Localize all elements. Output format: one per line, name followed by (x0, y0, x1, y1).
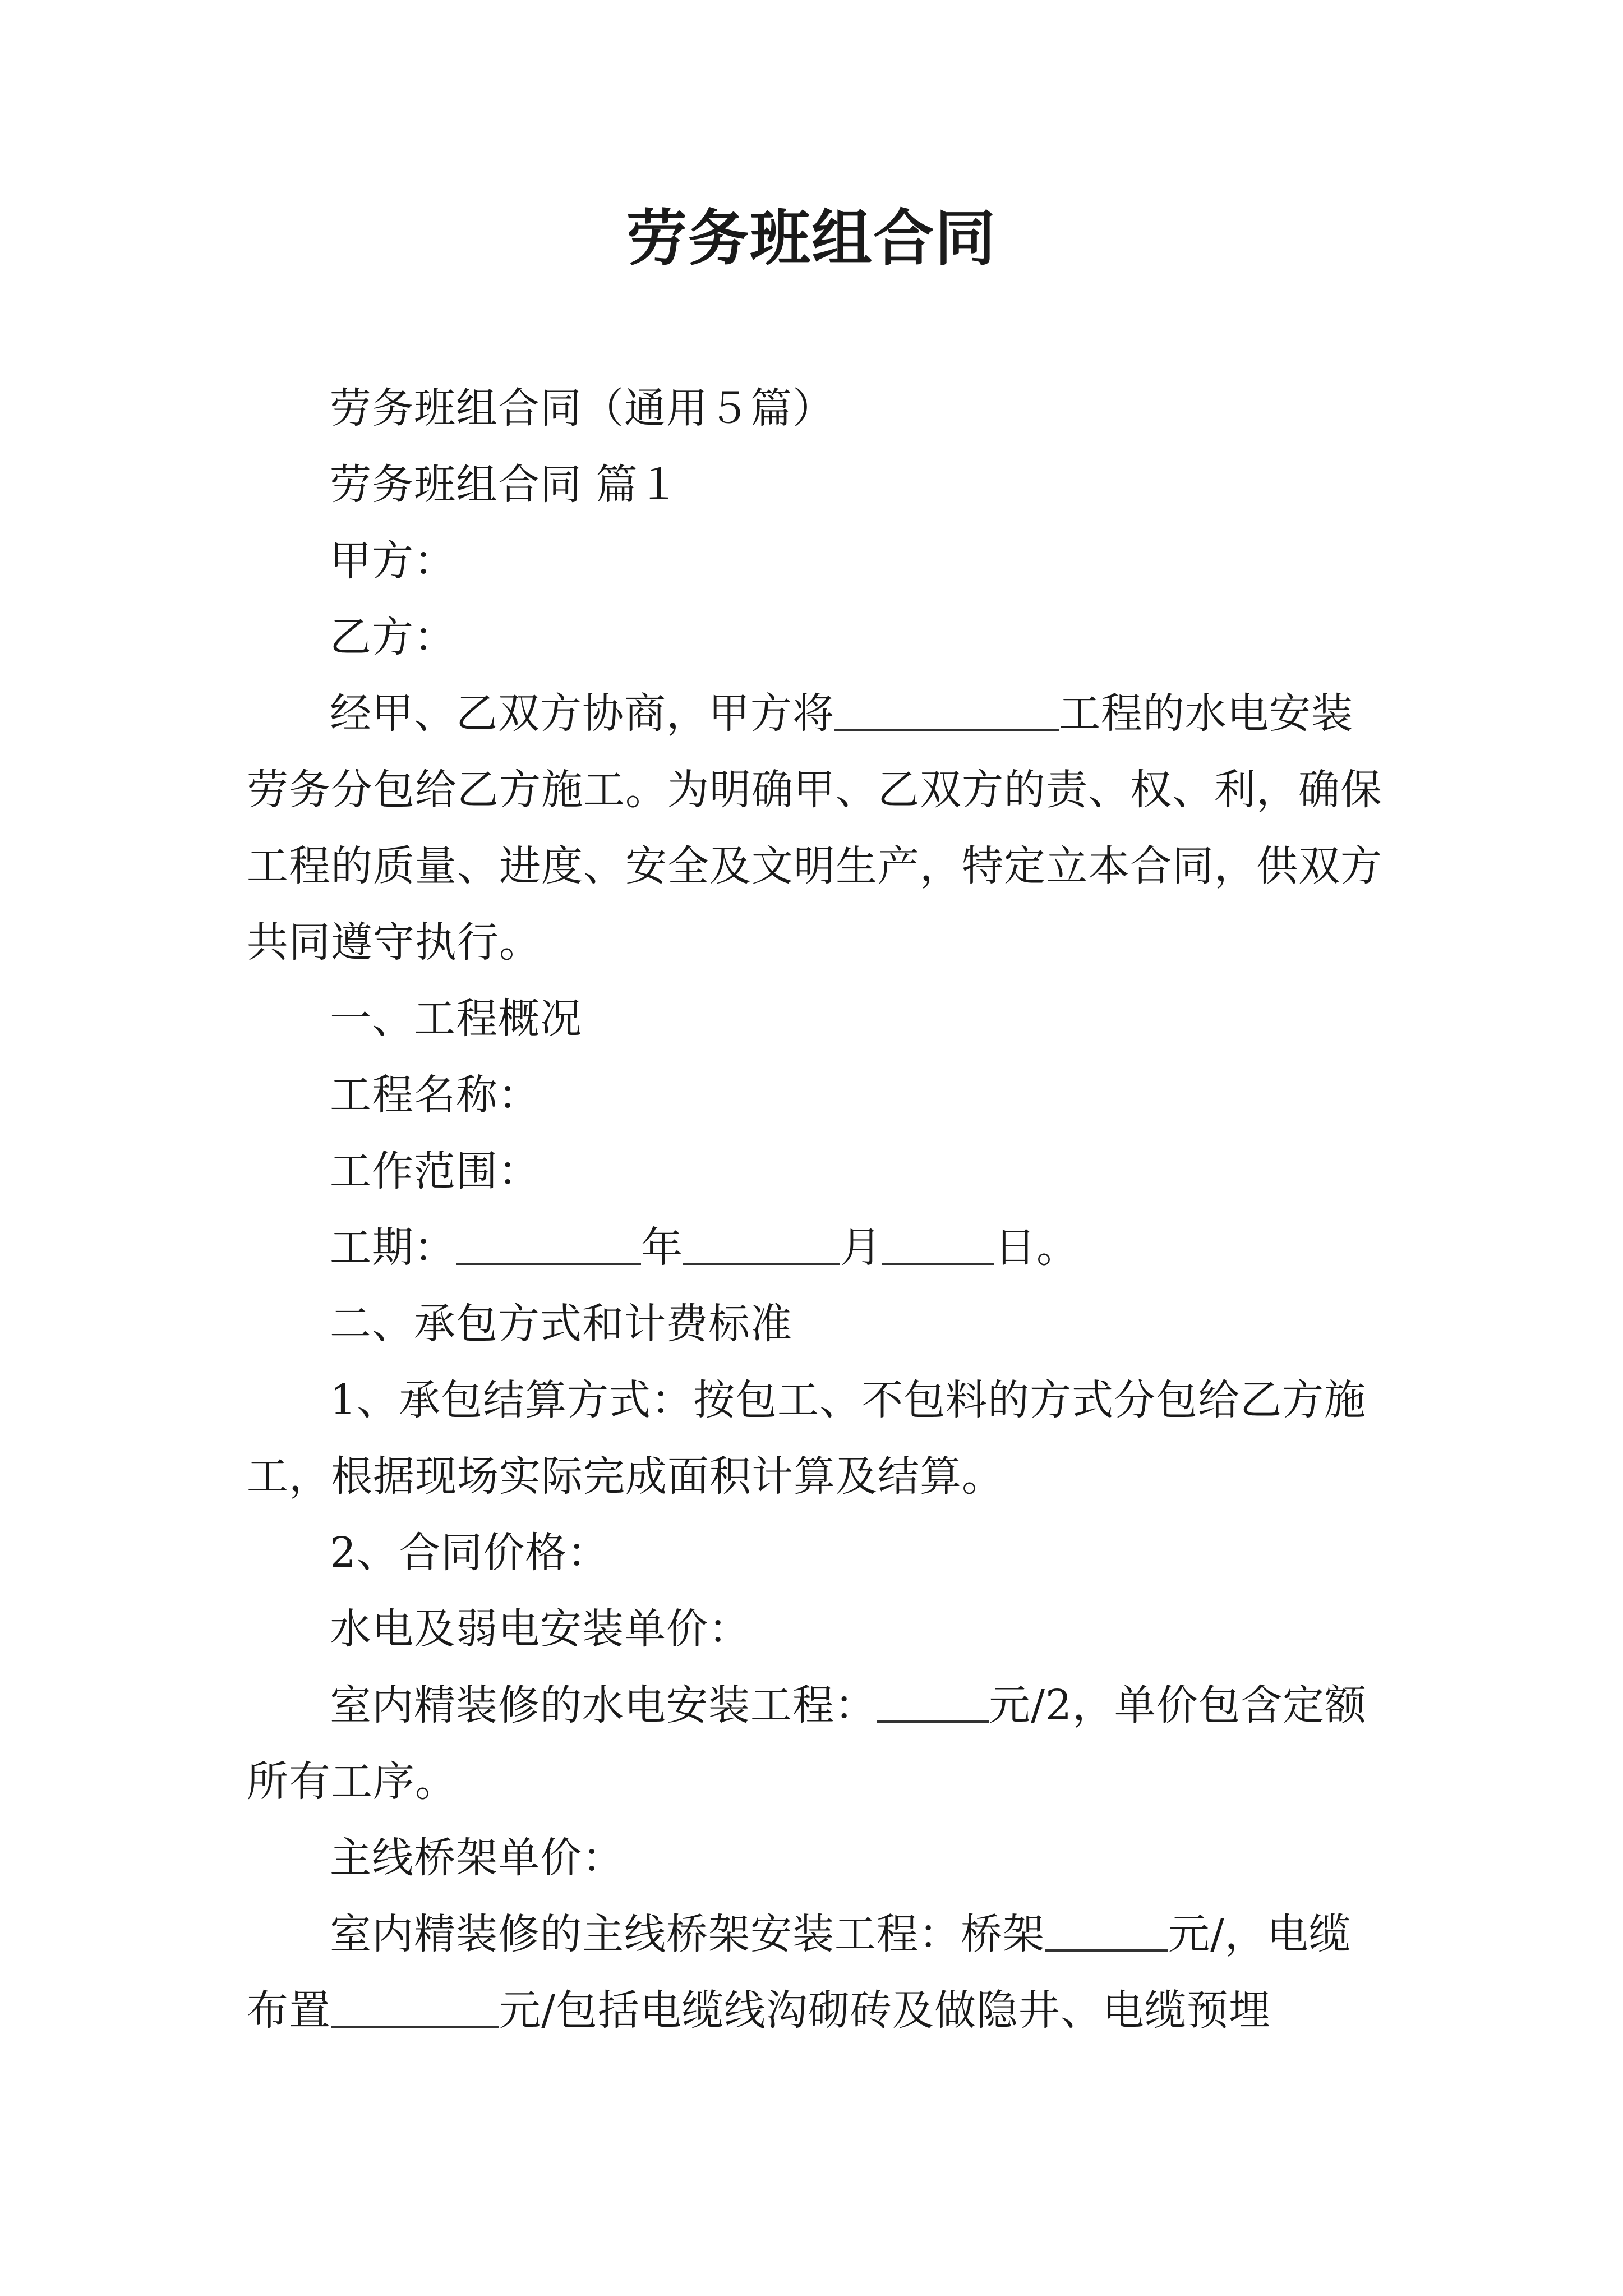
document-body (247, 370, 1391, 2049)
paragraph: 劳务班组合同（通用５篇） (330, 384, 834, 432)
text-segment: 月 (840, 1223, 882, 1272)
paragraph: 1、承包结算方式：按包工、不包料的方式分包给乙方施工，根据现场实际完成面积计算及结算。 (247, 1376, 1367, 1501)
paragraph (247, 675, 1391, 981)
paragraph: 工作范围： (330, 1147, 540, 1195)
document-title: 劳务班组合同 (626, 203, 997, 274)
text-segment: 经甲、乙双方协商，甲方将 (330, 689, 834, 738)
paragraph: 二、承包方式和计费标准 (330, 1300, 792, 1348)
text-segment: 室内精装修的水电安装工程： (330, 1681, 877, 1729)
fill-in-blank (882, 1223, 994, 1265)
fill-in-blank (834, 689, 1059, 731)
fill-in-blank (1045, 1910, 1168, 1952)
paragraph: 工程名称： (330, 1071, 540, 1119)
text-segment: 日。 (994, 1223, 1078, 1272)
paragraph (247, 1896, 1391, 2049)
paragraph (247, 1209, 1391, 1286)
text-segment: 工程的水电安装劳务分包给乙方施工。为明确甲、乙双方的责、权、利，确保工程的质量、进度、安全及文明生产，特定立本合同，供双方共同遵守执行。 (247, 689, 1382, 967)
paragraph: 主线桥架单价： (330, 1834, 624, 1882)
paragraph: 一、工程概况 (330, 995, 582, 1043)
fill-in-blank (683, 1223, 840, 1265)
text-segment: 年 (641, 1223, 683, 1272)
fill-in-blank (877, 1681, 989, 1723)
paragraph: 2、合同价格： (330, 1529, 610, 1577)
paragraph: 甲方： (330, 537, 456, 585)
fill-in-blank (456, 1223, 641, 1265)
text-segment: 元/，电缆布置 (247, 1910, 1351, 2035)
paragraph: 劳务班组合同 篇１ (330, 461, 680, 509)
paragraph (247, 1667, 1391, 1820)
text-segment: 室内精装修的主线桥架安装工程：桥架 (330, 1910, 1045, 1958)
paragraph: 水电及弱电安装单价： (330, 1605, 750, 1653)
fill-in-blank (331, 1986, 499, 2028)
text-segment: 元/包括电缆线沟砌砖及做隐井、电缆预埋 (499, 1986, 1271, 2035)
text-segment: 工期： (330, 1223, 456, 1272)
paragraph: 乙方： (330, 613, 456, 661)
text-segment: 元/2，单价包含定额所有工序。 (247, 1681, 1367, 1806)
